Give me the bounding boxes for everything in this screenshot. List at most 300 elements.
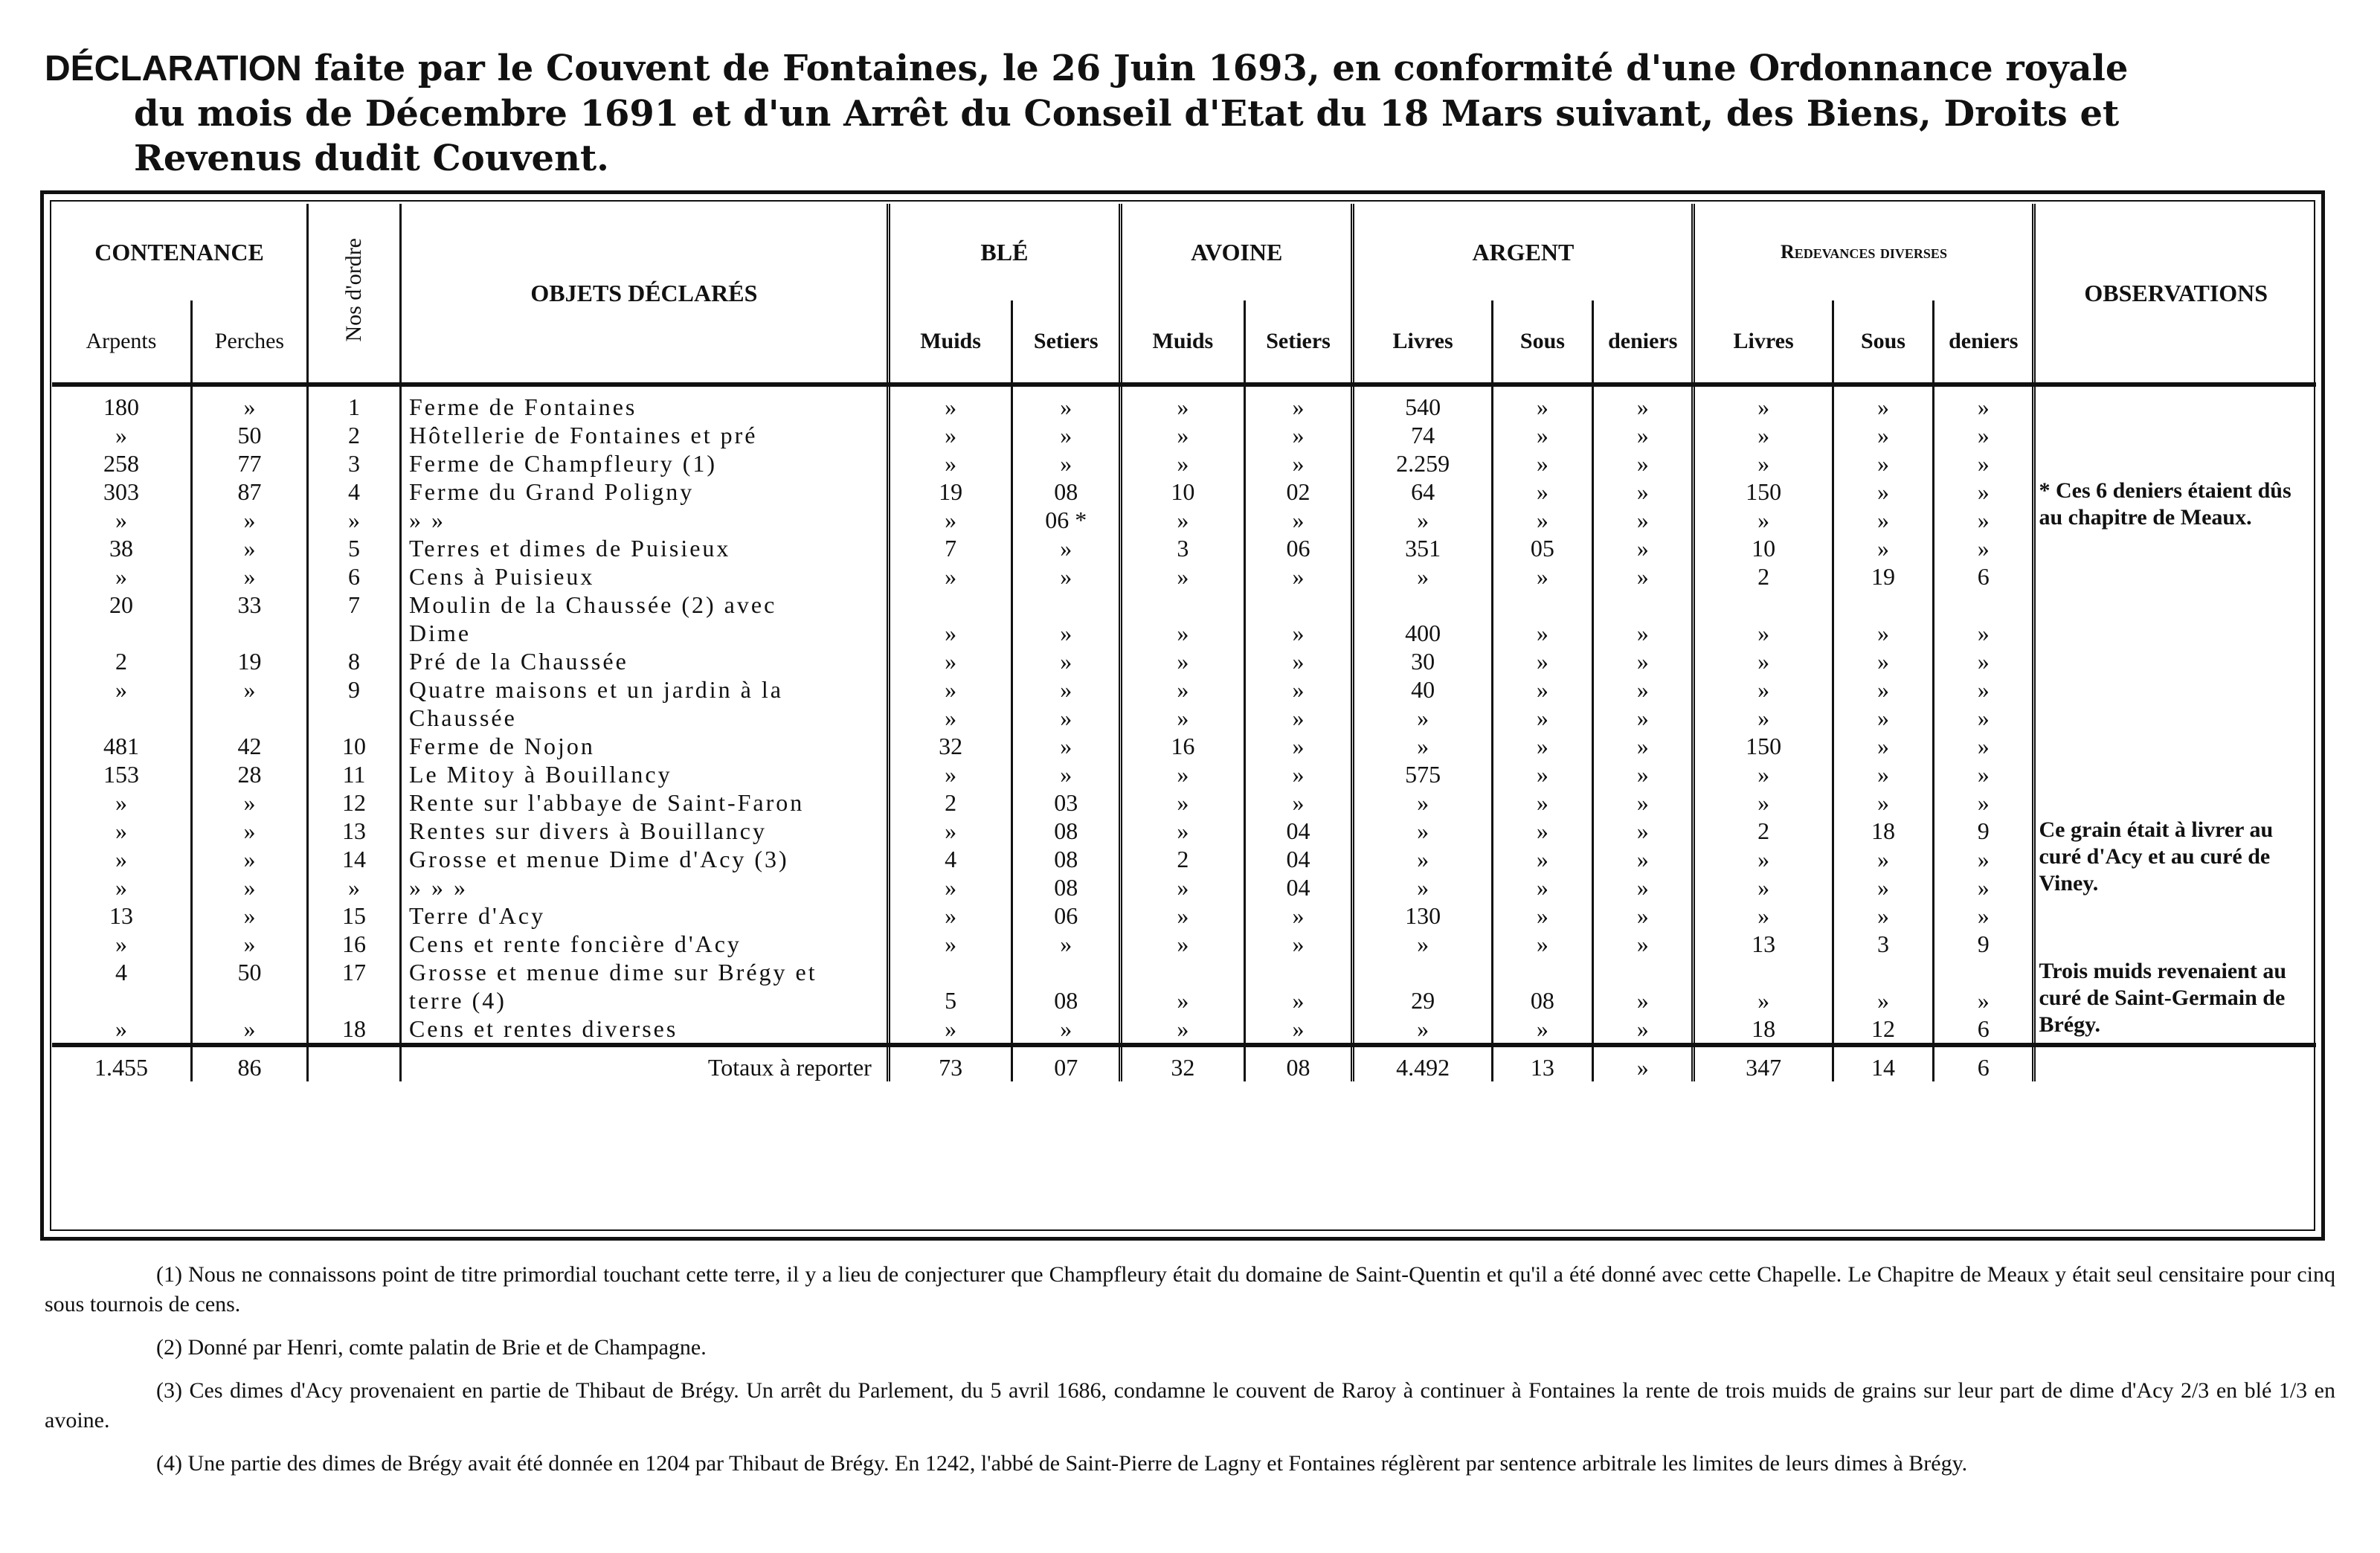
header-redev-deniers: deniers (1934, 300, 2034, 385)
cell-argent-sous: 08 (1492, 986, 1592, 1015)
cell-redev-livres: » (1694, 704, 1833, 732)
cell-redev-sous: » (1833, 534, 1933, 562)
cell-objet: Terres et dimes de Puisieux (400, 534, 888, 562)
cell-ble-muids: » (888, 449, 1012, 478)
cell-avoine-muids: » (1121, 760, 1245, 788)
cell-perches: » (191, 393, 307, 421)
cell-argent-sous: » (1492, 873, 1592, 901)
cell-avoine-muids: » (1121, 873, 1245, 901)
cell-objet: Cens et rente foncière d'Acy (400, 930, 888, 958)
cell-argent-deniers: » (1593, 534, 1694, 562)
cell-ble-setiers: 08 (1012, 986, 1121, 1015)
cell-redev-sous: » (1833, 901, 1933, 930)
cell-no-ordre (308, 704, 401, 732)
cell-redev-deniers: 6 (1934, 562, 2034, 591)
cell-perches: 19 (191, 647, 307, 675)
cell-argent-livres: 74 (1353, 421, 1492, 449)
cell-argent-livres: » (1353, 788, 1492, 817)
cell-ble-setiers: 06 * (1012, 506, 1121, 534)
cell-redev-sous: » (1833, 478, 1933, 506)
cell-objet: Grosse et menue dime sur Brégy et (400, 958, 888, 986)
cell-ble-setiers: » (1012, 1015, 1121, 1045)
cell-argent-deniers: » (1593, 478, 1694, 506)
cell-arpents: 258 (103, 449, 139, 477)
cell-redev-deniers: » (1934, 506, 2034, 534)
cell-ble-setiers: » (1012, 562, 1121, 591)
cell-argent-deniers: » (1593, 901, 1694, 930)
table-row (52, 647, 2316, 675)
cell-avoine-muids: 2 (1121, 845, 1245, 873)
cell-ble-muids: » (888, 901, 1012, 930)
cell-ble-setiers: » (1012, 732, 1121, 760)
table-row (52, 591, 2316, 619)
cell-argent-deniers: » (1593, 817, 1694, 845)
cell-avoine-muids: » (1121, 930, 1245, 958)
cell-argent-deniers: » (1593, 647, 1694, 675)
title-lead: DÉCLARATION (45, 49, 302, 89)
cell-avoine-setiers: » (1244, 901, 1353, 930)
header-redev-livres: Livres (1694, 300, 1833, 385)
table-row (52, 1015, 2316, 1045)
cell-avoine-muids: » (1121, 647, 1245, 675)
cell-objet: Rente sur l'abbaye de Saint-Faron (400, 788, 888, 817)
cell-avoine-setiers: » (1244, 760, 1353, 788)
cell-avoine-muids: » (1121, 562, 1245, 591)
cell-argent-deniers: » (1593, 873, 1694, 901)
cell-avoine-setiers: 04 (1244, 817, 1353, 845)
cell-argent-sous: » (1492, 704, 1592, 732)
cell-redev-sous (1833, 958, 1933, 986)
total-argent-livres: 4.492 (1353, 1053, 1492, 1081)
cell-ble-setiers (1012, 958, 1121, 986)
cell-redev-livres: » (1694, 675, 1833, 704)
cell-no-ordre: 8 (308, 647, 401, 675)
cell-argent-livres: » (1353, 1015, 1492, 1045)
table-row (52, 704, 2316, 732)
cell-argent-livres: » (1353, 732, 1492, 760)
cell-avoine-setiers: 02 (1244, 478, 1353, 506)
cell-objet: Ferme de Nojon (400, 732, 888, 760)
cell-redev-sous: » (1833, 449, 1933, 478)
table-row (52, 534, 2316, 562)
cell-avoine-setiers: » (1244, 930, 1353, 958)
cell-argent-sous: » (1492, 449, 1592, 478)
table-row (52, 901, 2316, 930)
cell-avoine-muids: 3 (1121, 534, 1245, 562)
cell-redev-livres: » (1694, 986, 1833, 1015)
cell-objet: Rentes sur divers à Bouillancy (400, 817, 888, 845)
cell-perches (191, 619, 307, 647)
cell-redev-deniers: » (1934, 901, 2034, 930)
cell-argent-livres: 2.259 (1353, 449, 1492, 478)
cell-avoine-muids: » (1121, 393, 1245, 421)
cell-arpents (52, 704, 191, 732)
cell-redev-deniers: » (1934, 478, 2034, 506)
cell-arpents: 303 (103, 478, 139, 505)
cell-redev-deniers: » (1934, 534, 2034, 562)
cell-ble-setiers: 06 (1012, 901, 1121, 930)
header-argent-livres: Livres (1353, 300, 1492, 385)
cell-ble-muids (888, 958, 1012, 986)
footnote-3: (3) Ces dimes d'Acy provenaient en partie de Thibaut de Brégy. Un arrêt du Parlement, du 5 avril 1686, condamne le couvent de Raroy à continuer à Fontaines la rente de trois muids de grains sur leur part de dime d'Acy 2/3 en blé 1/3 en avoine. (45, 1378, 2335, 1433)
cell-argent-livres: » (1353, 930, 1492, 958)
cell-avoine-setiers: » (1244, 562, 1353, 591)
cell-argent-sous: » (1492, 562, 1592, 591)
cell-ble-muids: » (888, 930, 1012, 958)
header-avoine-setiers: Setiers (1244, 300, 1353, 385)
cell-ble-setiers: » (1012, 421, 1121, 449)
cell-argent-livres (1353, 591, 1492, 619)
cell-no-ordre (308, 619, 401, 647)
cell-argent-sous: 05 (1492, 534, 1592, 562)
cell-objet: Cens à Puisieux (400, 562, 888, 591)
cell-avoine-setiers (1244, 958, 1353, 986)
cell-ble-muids: » (888, 647, 1012, 675)
cell-redev-deniers: » (1934, 675, 2034, 704)
cell-avoine-muids: 16 (1121, 732, 1245, 760)
cell-avoine-setiers: 04 (1244, 873, 1353, 901)
cell-argent-sous (1492, 591, 1592, 619)
table-row (52, 393, 2316, 421)
cell-ble-muids: 32 (888, 732, 1012, 760)
table-body (52, 393, 2316, 1045)
table-row (52, 817, 2316, 845)
cell-redev-deniers: 9 (1934, 930, 2034, 958)
cell-perches: » (191, 901, 307, 930)
cell-argent-deniers: » (1593, 986, 1694, 1015)
cell-argent-sous (1492, 958, 1592, 986)
table-row (52, 845, 2316, 873)
cell-ble-muids: » (888, 704, 1012, 732)
cell-ble-setiers: 08 (1012, 817, 1121, 845)
cell-avoine-muids (1121, 591, 1245, 619)
cell-arpents: » (115, 506, 127, 533)
total-perches: 86 (191, 1053, 307, 1081)
cell-ble-setiers (1012, 591, 1121, 619)
header-redev-sous: Sous (1833, 300, 1933, 385)
total-ble-setiers: 07 (1012, 1053, 1121, 1081)
total-avoine-setiers: 08 (1244, 1053, 1353, 1081)
cell-ble-setiers: » (1012, 393, 1121, 421)
cell-argent-sous: » (1492, 421, 1592, 449)
cell-avoine-setiers: » (1244, 506, 1353, 534)
cell-avoine-setiers: » (1244, 1015, 1353, 1045)
cell-redev-livres: 150 (1694, 478, 1833, 506)
cell-avoine-setiers: 04 (1244, 845, 1353, 873)
header-arpents: Arpents (86, 329, 157, 353)
cell-argent-deniers: » (1593, 930, 1694, 958)
cell-perches: 28 (191, 760, 307, 788)
total-arpents: 1.455 (94, 1053, 148, 1081)
cell-arpents: » (115, 817, 127, 844)
declaration-table (52, 204, 2316, 1081)
cell-perches: » (191, 873, 307, 901)
cell-redev-livres: » (1694, 393, 1833, 421)
cell-arpents: 38 (109, 534, 133, 562)
cell-redev-deniers: » (1934, 647, 2034, 675)
cell-ble-setiers: » (1012, 760, 1121, 788)
cell-ble-muids: » (888, 873, 1012, 901)
cell-argent-deniers: » (1593, 675, 1694, 704)
cell-ble-muids: » (888, 562, 1012, 591)
cell-objet: » » » (400, 873, 888, 901)
cell-redev-sous: » (1833, 393, 1933, 421)
cell-ble-setiers: » (1012, 619, 1121, 647)
cell-argent-sous: » (1492, 675, 1592, 704)
cell-objet: Grosse et menue Dime d'Acy (3) (400, 845, 888, 873)
cell-avoine-setiers: » (1244, 647, 1353, 675)
cell-avoine-setiers: » (1244, 986, 1353, 1015)
cell-redev-livres: » (1694, 760, 1833, 788)
cell-perches: 33 (191, 591, 307, 619)
cell-argent-livres: 40 (1353, 675, 1492, 704)
cell-argent-sous: » (1492, 760, 1592, 788)
header-avoine-muids: Muids (1121, 300, 1245, 385)
cell-ble-muids: » (888, 1015, 1012, 1045)
cell-ble-setiers: 08 (1012, 845, 1121, 873)
cell-ble-setiers: 03 (1012, 788, 1121, 817)
cell-argent-livres (1353, 958, 1492, 986)
cell-ble-muids: 7 (888, 534, 1012, 562)
header-ble: BLÉ (888, 204, 1120, 300)
footnote-4: (4) Une partie des dimes de Brégy avait été donnée en 1204 par Thibaut de Brégy. En 1242, l'abbé de Saint-Pierre de Lagny et Fontaines réglèrent par sentence arbitrale les limites de leurs dimes à Brégy. (156, 1451, 1968, 1476)
cell-avoine-setiers: » (1244, 732, 1353, 760)
header-argent: ARGENT (1353, 204, 1694, 300)
total-ble-muids: 73 (888, 1053, 1012, 1081)
header-ble-setiers: Setiers (1012, 300, 1121, 385)
cell-redev-sous: » (1833, 506, 1933, 534)
cell-redev-sous: 18 (1833, 817, 1933, 845)
cell-arpents: 20 (109, 591, 133, 618)
cell-ble-muids: 5 (888, 986, 1012, 1015)
cell-ble-setiers: 08 (1012, 478, 1121, 506)
cell-redev-sous: » (1833, 732, 1933, 760)
cell-avoine-muids: » (1121, 675, 1245, 704)
cell-arpents: » (115, 788, 127, 816)
cell-no-ordre: 7 (308, 591, 401, 619)
cell-arpents: » (115, 421, 127, 448)
cell-argent-sous: » (1492, 930, 1592, 958)
totals-label: Totaux à reporter (400, 1053, 888, 1081)
cell-redev-livres: » (1694, 421, 1833, 449)
cell-redev-livres: 18 (1694, 1015, 1833, 1045)
cell-no-ordre: 14 (308, 845, 401, 873)
title-line2: du mois de Décembre 1691 et d'un Arrêt du Conseil d'Etat du 18 Mars suivant, des Biens, Droits et (134, 93, 2120, 135)
cell-redev-sous: » (1833, 704, 1933, 732)
cell-perches: » (191, 506, 307, 534)
cell-redev-deniers (1934, 958, 2034, 986)
cell-ble-muids: » (888, 393, 1012, 421)
table-row (52, 506, 2316, 534)
cell-argent-sous: » (1492, 732, 1592, 760)
cell-avoine-setiers: » (1244, 675, 1353, 704)
table-row (52, 930, 2316, 958)
cell-ble-setiers: » (1012, 647, 1121, 675)
total-redev-deniers: 6 (1934, 1053, 2034, 1081)
cell-avoine-setiers: » (1244, 449, 1353, 478)
cell-arpents: » (115, 562, 127, 590)
cell-argent-sous: » (1492, 788, 1592, 817)
cell-redev-livres: » (1694, 873, 1833, 901)
cell-ble-muids: » (888, 619, 1012, 647)
cell-redev-sous: » (1833, 647, 1933, 675)
cell-avoine-muids: » (1121, 788, 1245, 817)
cell-redev-deniers: » (1934, 732, 2034, 760)
cell-perches (191, 986, 307, 1015)
cell-perches: 42 (191, 732, 307, 760)
cell-avoine-muids: » (1121, 901, 1245, 930)
cell-objet: Ferme de Champfleury (1) (400, 449, 888, 478)
cell-redev-livres: » (1694, 449, 1833, 478)
cell-arpents: » (115, 845, 127, 872)
cell-avoine-setiers: » (1244, 393, 1353, 421)
cell-arpents: 4 (115, 958, 127, 986)
cell-no-ordre: 15 (308, 901, 401, 930)
cell-argent-deniers: » (1593, 1015, 1694, 1045)
cell-objet: Dime (400, 619, 888, 647)
cell-argent-livres: » (1353, 845, 1492, 873)
cell-arpents (52, 986, 191, 1015)
table-row (52, 421, 2316, 449)
footnote-1: (1) Nous ne connaissons point de titre primordial touchant cette terre, il y a lieu de conjecturer que Champfleury était du domaine de Saint-Quentin et qu'il a été donné avec cette Chapelle. Le Chapitre de Meaux y était seul censitaire pour cinq sous tournois de cens. (45, 1262, 2335, 1316)
cell-redev-livres: » (1694, 619, 1833, 647)
cell-avoine-setiers: » (1244, 619, 1353, 647)
cell-redev-livres: » (1694, 901, 1833, 930)
cell-argent-sous: » (1492, 901, 1592, 930)
cell-redev-livres (1694, 958, 1833, 986)
cell-no-ordre: 11 (308, 760, 401, 788)
cell-ble-muids: » (888, 421, 1012, 449)
cell-objet: Le Mitoy à Bouillancy (400, 760, 888, 788)
cell-redev-sous: » (1833, 760, 1933, 788)
title-line3: Revenus dudit Couvent. (134, 138, 609, 179)
total-avoine-muids: 32 (1121, 1053, 1245, 1081)
total-argent-sous: 13 (1492, 1053, 1592, 1081)
cell-argent-deniers: » (1593, 760, 1694, 788)
cell-argent-sous: » (1492, 506, 1592, 534)
cell-ble-muids: 2 (888, 788, 1012, 817)
cell-argent-deniers (1593, 958, 1694, 986)
cell-no-ordre: 12 (308, 788, 401, 817)
table-row (52, 619, 2316, 647)
header-argent-sous: Sous (1492, 300, 1592, 385)
cell-redev-deniers: » (1934, 873, 2034, 901)
cell-arpents: » (115, 675, 127, 703)
cell-redev-deniers (1934, 591, 2034, 619)
cell-redev-sous: » (1833, 873, 1933, 901)
cell-arpents (52, 619, 191, 647)
cell-perches (191, 704, 307, 732)
cell-redev-sous: » (1833, 675, 1933, 704)
cell-objet: Terre d'Acy (400, 901, 888, 930)
cell-no-ordre: 13 (308, 817, 401, 845)
cell-argent-sous: » (1492, 647, 1592, 675)
cell-redev-livres: 2 (1694, 817, 1833, 845)
cell-argent-deniers: » (1593, 732, 1694, 760)
cell-avoine-setiers: 06 (1244, 534, 1353, 562)
cell-avoine-muids: » (1121, 1015, 1245, 1045)
cell-perches: 50 (191, 421, 307, 449)
observation-note: Trois muids revenaient au curé de Saint-Germain de Brégy. (2034, 958, 2316, 1045)
cell-ble-muids: » (888, 760, 1012, 788)
cell-avoine-muids: » (1121, 619, 1245, 647)
cell-no-ordre: 1 (308, 393, 401, 421)
footnote-2: (2) Donné par Henri, comte palatin de Brie et de Champagne. (156, 1335, 707, 1360)
cell-perches: » (191, 534, 307, 562)
cell-redev-livres: » (1694, 845, 1833, 873)
cell-redev-livres: » (1694, 647, 1833, 675)
cell-redev-sous: » (1833, 845, 1933, 873)
cell-objet: Ferme de Fontaines (400, 393, 888, 421)
cell-arpents: » (115, 873, 127, 901)
cell-redev-deniers: » (1934, 788, 2034, 817)
header-ble-muids: Muids (888, 300, 1012, 385)
cell-no-ordre: 2 (308, 421, 401, 449)
cell-argent-deniers: » (1593, 506, 1694, 534)
cell-ble-setiers: » (1012, 449, 1121, 478)
cell-argent-deniers: » (1593, 619, 1694, 647)
cell-redev-sous: » (1833, 619, 1933, 647)
cell-ble-muids: » (888, 675, 1012, 704)
table-row (52, 986, 2316, 1015)
cell-perches: » (191, 562, 307, 591)
cell-redev-sous: 12 (1833, 1015, 1933, 1045)
total-redev-sous: 14 (1833, 1053, 1933, 1081)
cell-argent-deniers (1593, 591, 1694, 619)
cell-redev-livres: » (1694, 788, 1833, 817)
cell-argent-deniers: » (1593, 421, 1694, 449)
table-row (52, 958, 2316, 986)
cell-arpents: » (115, 1015, 127, 1042)
cell-redev-deniers: » (1934, 704, 2034, 732)
cell-avoine-muids: » (1121, 704, 1245, 732)
total-argent-deniers: » (1593, 1053, 1694, 1081)
cell-avoine-muids: » (1121, 506, 1245, 534)
cell-redev-livres: 13 (1694, 930, 1833, 958)
cell-perches: » (191, 845, 307, 873)
table-row (52, 675, 2316, 704)
cell-arpents: 153 (103, 760, 139, 788)
cell-redev-sous: » (1833, 788, 1933, 817)
cell-argent-livres: » (1353, 817, 1492, 845)
cell-argent-livres: » (1353, 873, 1492, 901)
cell-argent-livres: 130 (1353, 901, 1492, 930)
cell-arpents: » (115, 930, 127, 957)
header-contenance: CONTENANCE (94, 238, 264, 266)
cell-argent-deniers: » (1593, 562, 1694, 591)
cell-argent-sous: » (1492, 1015, 1592, 1045)
cell-redev-deniers: » (1934, 845, 2034, 873)
cell-argent-deniers: » (1593, 704, 1694, 732)
cell-no-ordre: 10 (308, 732, 401, 760)
cell-argent-livres: » (1353, 506, 1492, 534)
cell-redev-sous: 3 (1833, 930, 1933, 958)
cell-redev-deniers: » (1934, 619, 2034, 647)
header-perches: Perches (191, 300, 307, 385)
cell-argent-livres: 400 (1353, 619, 1492, 647)
cell-ble-setiers: 08 (1012, 873, 1121, 901)
cell-redev-deniers: » (1934, 760, 2034, 788)
cell-argent-livres: 29 (1353, 986, 1492, 1015)
cell-argent-sous: » (1492, 845, 1592, 873)
cell-no-ordre: 17 (308, 958, 401, 986)
cell-avoine-muids: » (1121, 449, 1245, 478)
header-no-ordre: Nos d'ordre (308, 204, 401, 385)
cell-argent-deniers: » (1593, 788, 1694, 817)
cell-redev-livres: 150 (1694, 732, 1833, 760)
cell-avoine-setiers (1244, 591, 1353, 619)
cell-ble-muids: » (888, 506, 1012, 534)
